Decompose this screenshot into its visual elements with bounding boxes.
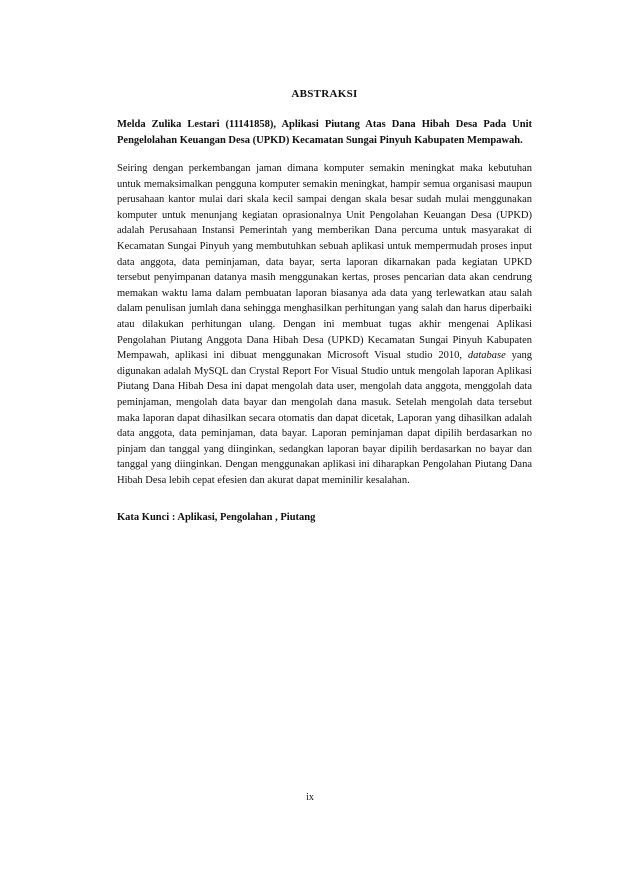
- abstract-body: [117, 161, 532, 488]
- document-page: [117, 88, 532, 523]
- document-title: ABSTRAKSI: [291, 88, 358, 100]
- abstract-heading: Melda Zulika Lestari (11141858), Aplikasi Piutang Atas Dana Hibah Desa Pada Unit Pengelolahan Keuangan Desa (UPKD) Kecamatan Sungai Pinyuh Kabupaten Mempawah.: [117, 119, 532, 146]
- abstract-body-part-1: Seiring dengan perkembangan jaman dimana komputer semakin meningkat maka kebutuhan untuk memaksimalkan pengguna komputer semakin meningkat, hampir semua organisasi maupun perusahaan kantor mulai dari skala kecil sampai dengan skala besar sudah mulai menggunakan komputer untuk menunjang kegiatan oprasionalnya Unit Pengolahan Keuangan Desa (UPKD) adalah Perusahaan Instansi Pemerintah yang memberikan Dana percuma untuk masyarakat di Kecamatan Sungai Pinyuh yang membutuhkan sebuah aplikasi untuk mempermudah proses input data anggota, data peminjaman, data bayar, serta laporan dikarnakan pada kegiatan UPKD tersebut penyimpanan datanya masih menggunakan kertas, proses pencarian data akan cendrung memakan waktu lama dalam pembuatan laporan biasanya ada data yang terlewatkan atau salah dalam penulisan jumlah dana sehingga menghasilkan perhitungan yang salah dan harus diperbaiki atau dilakukan perhitungan ulang. Dengan ini membuat tugas akhir mengenai Aplikasi Pengolahan Piutang Anggota Dana Hibah Desa (UPKD) Kecamatan Sungai Pinyuh Kabupaten Mempawah, aplikasi ini dibuat menggunakan Microsoft Visual studio 2010,: [117, 163, 532, 362]
- abstract-body-italic-term: database: [467, 350, 506, 362]
- keywords: Kata Kunci : Aplikasi, Pengolahan , Piutang: [117, 512, 316, 524]
- abstract-body-part-2: yang digunakan adalah MySQL dan Crystal Report For Visual Studio untuk mengolah laporan Aplikasi Piutang Dana Hibah Desa ini dapat mengolah data user, mengolah data anggota, menggolah data peminjaman, mengolah data bayar dan mengolah dana masuk. Setelah mengolah data tersebut maka laporan dapat dihasilkan secara otomatis dan dapat dicetak, Laporan yang dihasilkan adalah data anggota, data peminjaman, data bayar. Laporan peminjaman dapat dipilih berdasarkan no pinjam dan tanggal yang diinginkan, sedangkan laporan bayar dipilih berdasarkan no bayar dan tanggal yang diinginkan. Dengan menggunakan aplikasi ini diharapkan Pengolahan Piutang Dana Hibah Desa lebih cepat efesien dan akurat dapat meminilir kesalahan.: [117, 350, 532, 486]
- page-number: ix: [306, 792, 314, 803]
